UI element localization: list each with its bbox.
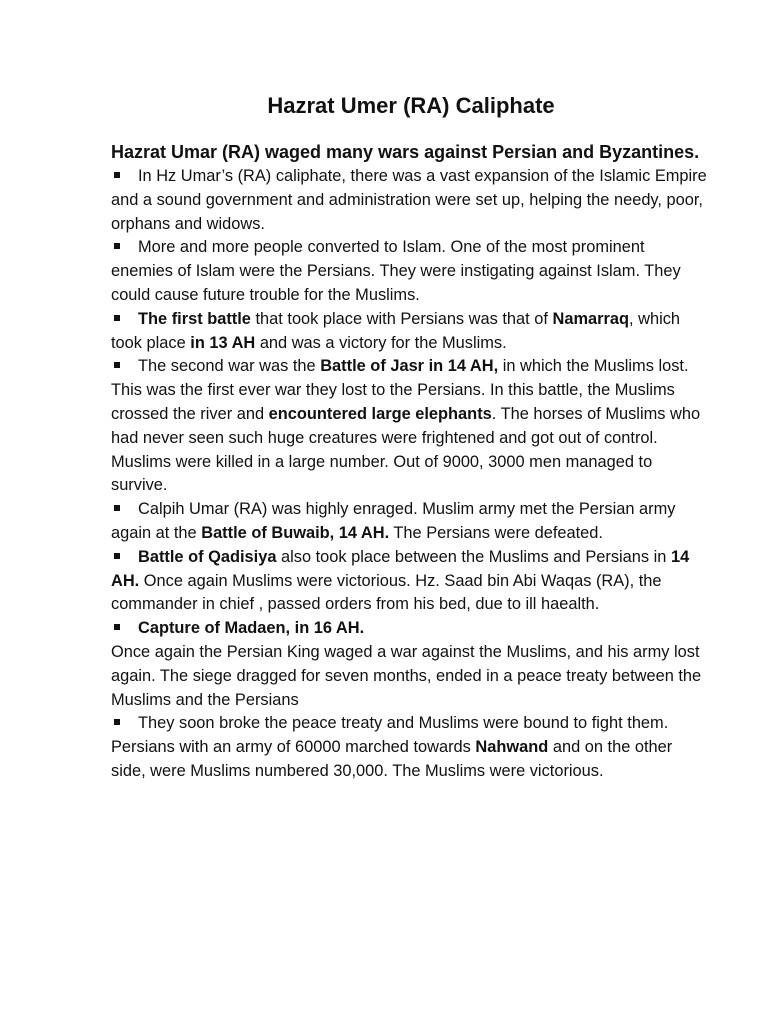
square-bullet-icon [114,505,120,511]
bold-text: The first battle [138,309,251,328]
bold-text: Nahwand [475,738,549,757]
square-bullet-icon [114,719,120,725]
text-run: They soon broke the peace treaty and Muslims were bound to fight them. Persians with an army of 60000 marched towards [111,714,669,757]
bold-text: in 13 AH [190,333,256,352]
text-run: The Persians were defeated. [389,523,603,542]
square-bullet-icon [114,243,120,249]
bullet-paragraph [111,355,711,498]
square-bullet-icon [114,553,120,559]
text-run: . The horses of Muslims who had never seen such huge creatures were frightened and got out of control. Muslims were killed in a large number. Out of 9000, 3000 men managed to survive. [111,404,701,495]
bullet-paragraph [111,236,711,307]
text-run: Calpih Umar (RA) was highly enraged. Muslim army met the Persian army again at the [111,500,676,542]
bold-text: Battle of Buwaib, 14 AH. [201,523,390,542]
square-bullet-icon [114,362,120,368]
text-run: Once again the Persian King waged a war against the Muslims, and his army lost again. The siege dragged for seven months, ended in a peace treaty between the Muslims and the Persians [111,642,702,709]
bullet-paragraph [111,617,711,641]
text-run: In Hz Umar’s (RA) caliphate, there was a vast expansion of the Islamic Empire and a sound government and administration were set up, helping the needy, poor, orphans and widows. [111,167,707,233]
bullet-paragraph [111,712,711,783]
bullet-paragraph [111,546,711,617]
text-run: also took place between the Muslims and Persians in [276,547,671,566]
bold-text: encountered large elephants [268,404,492,423]
text-run: The second war was the [138,357,321,376]
text-run: that took place with Persians was that of [250,309,553,328]
text-run: and was a victory for the Muslims. [255,333,507,352]
section-heading: Hazrat Umar (RA) waged many wars against Persian and Byzantines. [111,142,700,162]
bullet-paragraph [111,498,711,546]
text-run: and on the other side, were Muslims numbered 30,000. The Muslims were victorious. [111,738,673,780]
text-run: , which took place [111,309,681,352]
text-run: More and more people converted to Islam. One of the most prominent enemies of Islam were the Persians. They were instigating against Islam. They could cause future trouble for the Muslims. [111,238,681,304]
bullet-paragraph [111,165,711,236]
bold-text: Capture of Madaen, in 16 AH. [138,619,365,638]
text-run: Once again Muslims were victorious. Hz. Saad bin Abi Waqas (RA), the commander in chief , passed orders from his bed, due to ill haealth. [111,571,662,614]
bold-text: Battle of Qadisiya [138,547,277,566]
bullet-paragraph [111,308,711,356]
square-bullet-icon [114,624,120,630]
document-body [111,165,711,784]
bold-text: Battle of Jasr in 14 AH, [320,357,499,376]
document-title: Hazrat Umer (RA) Caliphate [267,93,555,118]
paragraph [111,641,711,712]
bold-text: 14 AH. [111,547,690,590]
bold-text: Namarraq [552,309,630,328]
text-run: in which the Muslims lost. This was the first ever war they lost to the Persians. In this battle, the Muslims crossed the river and [111,357,689,423]
document-page [111,92,711,784]
square-bullet-icon [114,172,120,178]
square-bullet-icon [114,315,120,321]
